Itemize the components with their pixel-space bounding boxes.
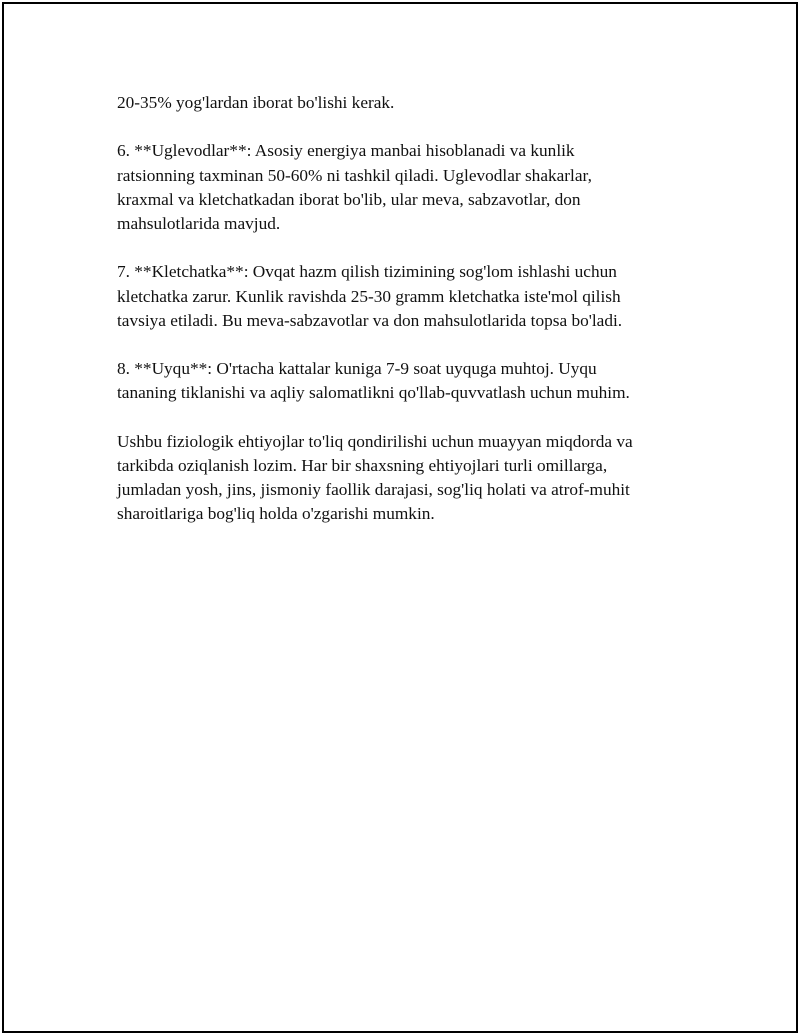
sleep-paragraph bbox=[117, 357, 677, 405]
fat-intake-paragraph bbox=[117, 91, 677, 115]
text-line: 7. **Kletchatka**: Ovqat hazm qilish tizimining sog'lom ishlashi uchun bbox=[117, 262, 617, 282]
carbohydrates-paragraph bbox=[117, 139, 677, 236]
fiber-paragraph bbox=[117, 260, 677, 333]
text-line: kraxmal va kletchatkadan iborat bo'lib, ular meva, sabzavotlar, don bbox=[117, 189, 581, 209]
document-body bbox=[117, 91, 677, 551]
text-line: Ushbu fiziologik ehtiyojlar to'liq qondirilishi uchun muayyan miqdorda va bbox=[117, 431, 633, 451]
text-line: tarkibda oziqlanish lozim. Har bir shaxsning ehtiyojlari turli omillarga, bbox=[117, 455, 608, 475]
text-line: 20-35% yog'lardan iborat bo'lishi kerak. bbox=[117, 93, 395, 112]
text-line: tananing tiklanishi va aqliy salomatlikni qo'llab-quvvatlash uchun muhim. bbox=[117, 383, 630, 403]
text-line: ratsionning taxminan 50-60% ni tashkil qiladi. Uglevodlar shakarlar, bbox=[117, 165, 592, 185]
conclusion-paragraph bbox=[117, 430, 677, 527]
text-line: sharoitlariga bog'liq holda o'zgarishi mumkin. bbox=[117, 504, 435, 524]
text-line: 8. **Uyqu**: O'rtacha kattalar kuniga 7-9 soat uyquga muhtoj. Uyqu bbox=[117, 359, 597, 379]
text-line: jumladan yosh, jins, jismoniy faollik darajasi, sog'liq holati va atrof-muhit bbox=[117, 480, 630, 500]
text-line: mahsulotlarida mavjud. bbox=[117, 214, 281, 233]
text-line: tavsiya etiladi. Bu meva-sabzavotlar va don mahsulotlarida topsa bo'ladi. bbox=[117, 310, 623, 330]
text-line: kletchatka zarur. Kunlik ravishda 25-30 gramm kletchatka iste'mol qilish bbox=[117, 286, 621, 306]
text-line: 6. **Uglevodlar**: Asosiy energiya manbai hisoblanadi va kunlik bbox=[117, 141, 575, 161]
